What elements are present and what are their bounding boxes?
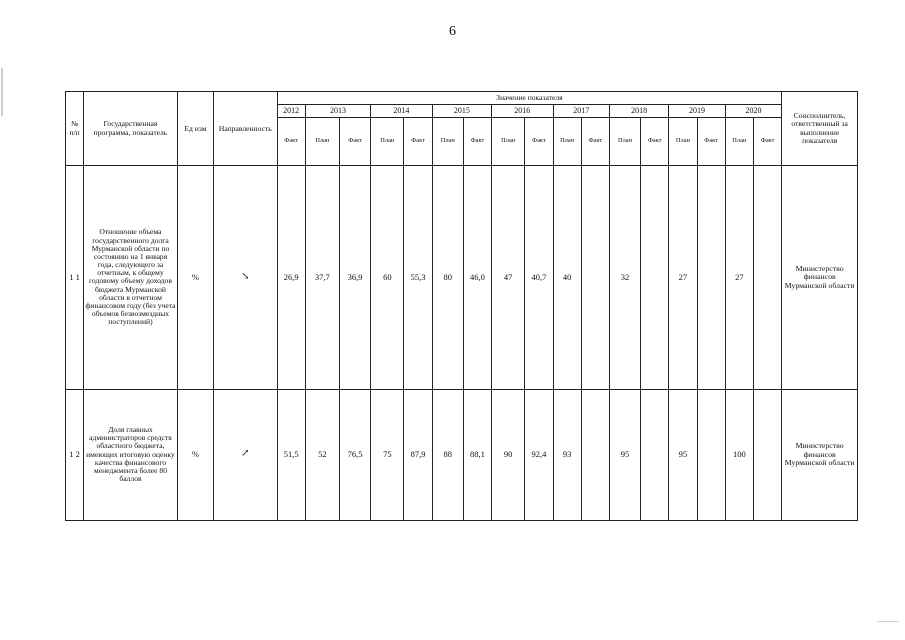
value-2013-fact: 36,9 <box>339 166 370 389</box>
value-2018-fact <box>641 389 669 520</box>
header-fact: Факт <box>463 118 491 166</box>
value-2020-fact <box>753 166 781 389</box>
header-year-2014: 2014 <box>371 105 432 118</box>
header-direction: Направленность <box>214 92 277 166</box>
header-year-2019: 2019 <box>669 105 725 118</box>
direction-up-icon: ↗ <box>214 389 277 520</box>
table-row <box>66 389 858 520</box>
header-plan: План <box>492 118 525 166</box>
executor: Министерство финансов Мурманской области <box>782 389 858 520</box>
value-2017-fact <box>581 389 609 520</box>
header-plan: План <box>305 118 339 166</box>
header-year-2018: 2018 <box>609 105 668 118</box>
value-2019-plan: 95 <box>669 389 697 520</box>
header-fact: Факт <box>753 118 781 166</box>
header-fact: Факт <box>339 118 370 166</box>
header-fact: Факт <box>641 118 669 166</box>
header-year-2012: 2012 <box>277 105 305 118</box>
header-year-2020: 2020 <box>725 105 782 118</box>
row-number: 1 1 <box>66 166 84 389</box>
value-2015-fact: 88,1 <box>463 389 491 520</box>
header-fact: Факт <box>697 118 725 166</box>
value-2014-fact: 55,3 <box>404 166 432 389</box>
value-2019-fact <box>697 166 725 389</box>
value-2015-plan: 88 <box>432 389 463 520</box>
value-2016-fact: 40,7 <box>525 166 553 389</box>
value-2020-plan: 27 <box>725 166 753 389</box>
header-plan: План <box>553 118 581 166</box>
value-2019-fact <box>697 389 725 520</box>
indicator-name: Доля главных администраторов средств областного бюджета, имеющих итоговую оценку качества финансового менеджмента более 80 баллов <box>84 389 178 520</box>
value-2014-plan: 60 <box>371 166 404 389</box>
scan-corner-mark <box>877 621 899 622</box>
scan-edge-mark <box>1 68 3 116</box>
page-number: 6 <box>449 24 456 39</box>
indicators-table <box>65 91 858 521</box>
header-program: Государственная программа, показатель <box>84 92 178 166</box>
header-plan: План <box>725 118 753 166</box>
value-2015-fact: 46,0 <box>463 166 491 389</box>
value-2013-plan: 52 <box>305 389 339 520</box>
header-plan: План <box>669 118 697 166</box>
table-row <box>66 166 858 389</box>
value-2013-fact: 76,5 <box>339 389 370 520</box>
value-2018-plan: 95 <box>609 389 640 520</box>
value-2019-plan: 27 <box>669 166 697 389</box>
direction-down-icon: ↘ <box>214 166 277 389</box>
header-fact: Факт <box>581 118 609 166</box>
value-2012-fact: 26,9 <box>277 166 305 389</box>
indicator-name: Отношение объема государственного долга Мурманской области по состоянию на 1 января года, следующего за отчетным, к общему годовому объему доходов бюджета Мурманской области в отчетном финансовом году (без учета объемов безвозмездных поступлений) <box>84 166 178 389</box>
row-number: 1 2 <box>66 389 84 520</box>
header-fact: Факт <box>277 118 305 166</box>
value-2020-plan: 100 <box>725 389 753 520</box>
unit: % <box>177 389 213 520</box>
header-year-2016: 2016 <box>492 105 553 118</box>
header-values-group: Значение показателя <box>277 92 782 105</box>
value-2017-plan: 93 <box>553 389 581 520</box>
executor: Министерство финансов Мурманской области <box>782 166 858 389</box>
header-year-2013: 2013 <box>305 105 370 118</box>
value-2016-plan: 47 <box>492 166 525 389</box>
value-2016-fact: 92,4 <box>525 389 553 520</box>
value-2017-plan: 40 <box>553 166 581 389</box>
header-fact: Факт <box>525 118 553 166</box>
header-year-2017: 2017 <box>553 105 609 118</box>
header-year-2015: 2015 <box>432 105 491 118</box>
value-2017-fact <box>581 166 609 389</box>
value-2015-plan: 80 <box>432 166 463 389</box>
value-2016-plan: 90 <box>492 389 525 520</box>
header-plan: План <box>609 118 640 166</box>
unit: % <box>177 166 213 389</box>
value-2018-fact <box>641 166 669 389</box>
value-2013-plan: 37,7 <box>305 166 339 389</box>
header-plan: План <box>432 118 463 166</box>
value-2014-plan: 75 <box>371 389 404 520</box>
header-unit: Ед изм <box>177 92 213 166</box>
header-number: № п/п <box>66 92 84 166</box>
value-2020-fact <box>753 389 781 520</box>
value-2018-plan: 32 <box>609 166 640 389</box>
value-2012-fact: 51,5 <box>277 389 305 520</box>
header-fact: Факт <box>404 118 432 166</box>
value-2014-fact: 87,9 <box>404 389 432 520</box>
header-executor: Соисполнитель, ответственный за выполнение показателя <box>782 92 858 166</box>
header-plan: План <box>371 118 404 166</box>
